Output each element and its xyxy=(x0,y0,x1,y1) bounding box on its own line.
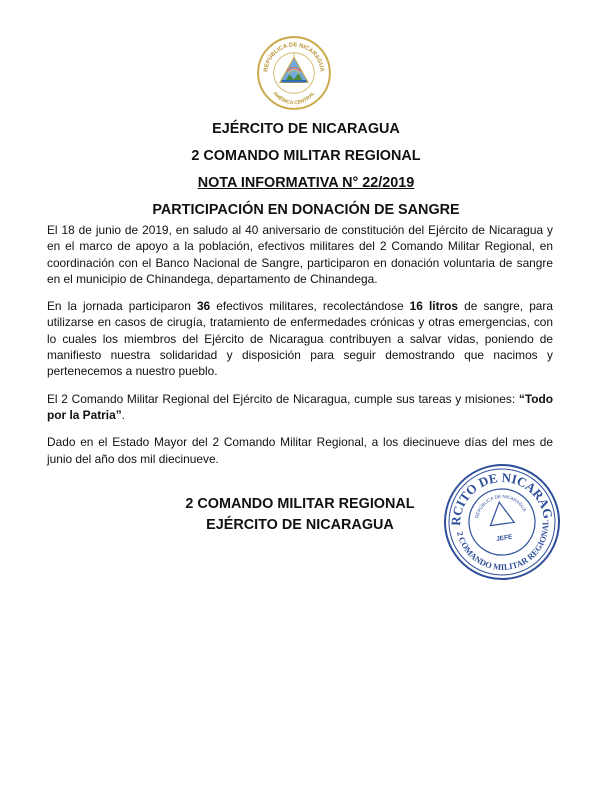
motto: “Todo por la Patria” xyxy=(47,391,553,422)
svg-text:2 COMANDO MILITAR REGIONAL: 2 COMANDO MILITAR REGIONAL xyxy=(455,519,551,573)
official-stamp-icon xyxy=(442,462,562,582)
svg-text:JEFE: JEFE xyxy=(495,533,513,543)
note-number: NOTA INFORMATIVA N° 22/2019 xyxy=(197,175,415,191)
svg-text:REPÚBLICA DE NICARAGUA: REPÚBLICA DE NICARAGUA xyxy=(474,493,528,519)
institution-title: EJÉRCITO DE NICARAGUA xyxy=(212,121,400,137)
paragraph-2 xyxy=(47,298,553,379)
paragraph-4: Dado en el Estado Mayor del 2 Comando Militar Regional, a los diecinueve días del mes de junio del año dos mil diecinueve. xyxy=(47,435,553,466)
svg-text:EJÉRCITO DE NICARAGUA: EJÉRCITO DE NICARAGUA xyxy=(448,469,557,527)
p3-text: . xyxy=(121,407,125,422)
signature-block xyxy=(140,494,460,536)
paragraph-3 xyxy=(47,391,553,424)
nicaragua-coat-of-arms-icon xyxy=(255,34,333,112)
signature-line-2: EJÉRCITO DE NICARAGUA xyxy=(206,517,394,533)
note-body xyxy=(47,222,553,478)
p3-text: El 2 Comando Militar Regional del Ejército de Nicaragua, cumple sus tareas y misiones: xyxy=(47,391,519,406)
p2-text: En la jornada participaron xyxy=(47,299,197,314)
signature-line-1: 2 COMANDO MILITAR REGIONAL xyxy=(185,496,415,512)
p2-text: efectivos militares, recolectándose xyxy=(210,299,410,314)
header-block xyxy=(0,116,612,224)
svg-text:AMÉRICA CENTRAL: AMÉRICA CENTRAL xyxy=(271,90,317,107)
paragraph-1: El 18 de junio de 2019, en saludo al 40 aniversario de constitución del Ejército de Nicaragua y en el marco de apoyo a la población, efectivos militares del 2 Comando Militar Regional, en coordinación con el Banco Nacional de Sangre, participaron en donación voluntaria de sangre en el municipio de Chinandega, departamento de Chinandega. xyxy=(47,223,553,286)
note-subject: PARTICIPACIÓN EN DONACIÓN DE SANGRE xyxy=(152,202,460,218)
svg-text:REPÚBLICA DE NICARAGUA: REPÚBLICA DE NICARAGUA xyxy=(263,42,325,73)
participants-count: 36 xyxy=(196,299,211,314)
liters-collected: 16 litros xyxy=(409,299,459,314)
p2-text: de sangre, para utilizarse en casos de cirugía, tratamiento de enfermedades crónicas y otras emergencias, con lo cuales los miembros del Ejército de Nicaragua contribuyen a salvar vidas, poniendo de manifiesto nuestra solidaridad y disposición para seguir demostrando que nacimos y pertenecemos a nuestro pueblo. xyxy=(47,299,553,379)
command-title: 2 COMANDO MILITAR REGIONAL xyxy=(191,148,421,164)
